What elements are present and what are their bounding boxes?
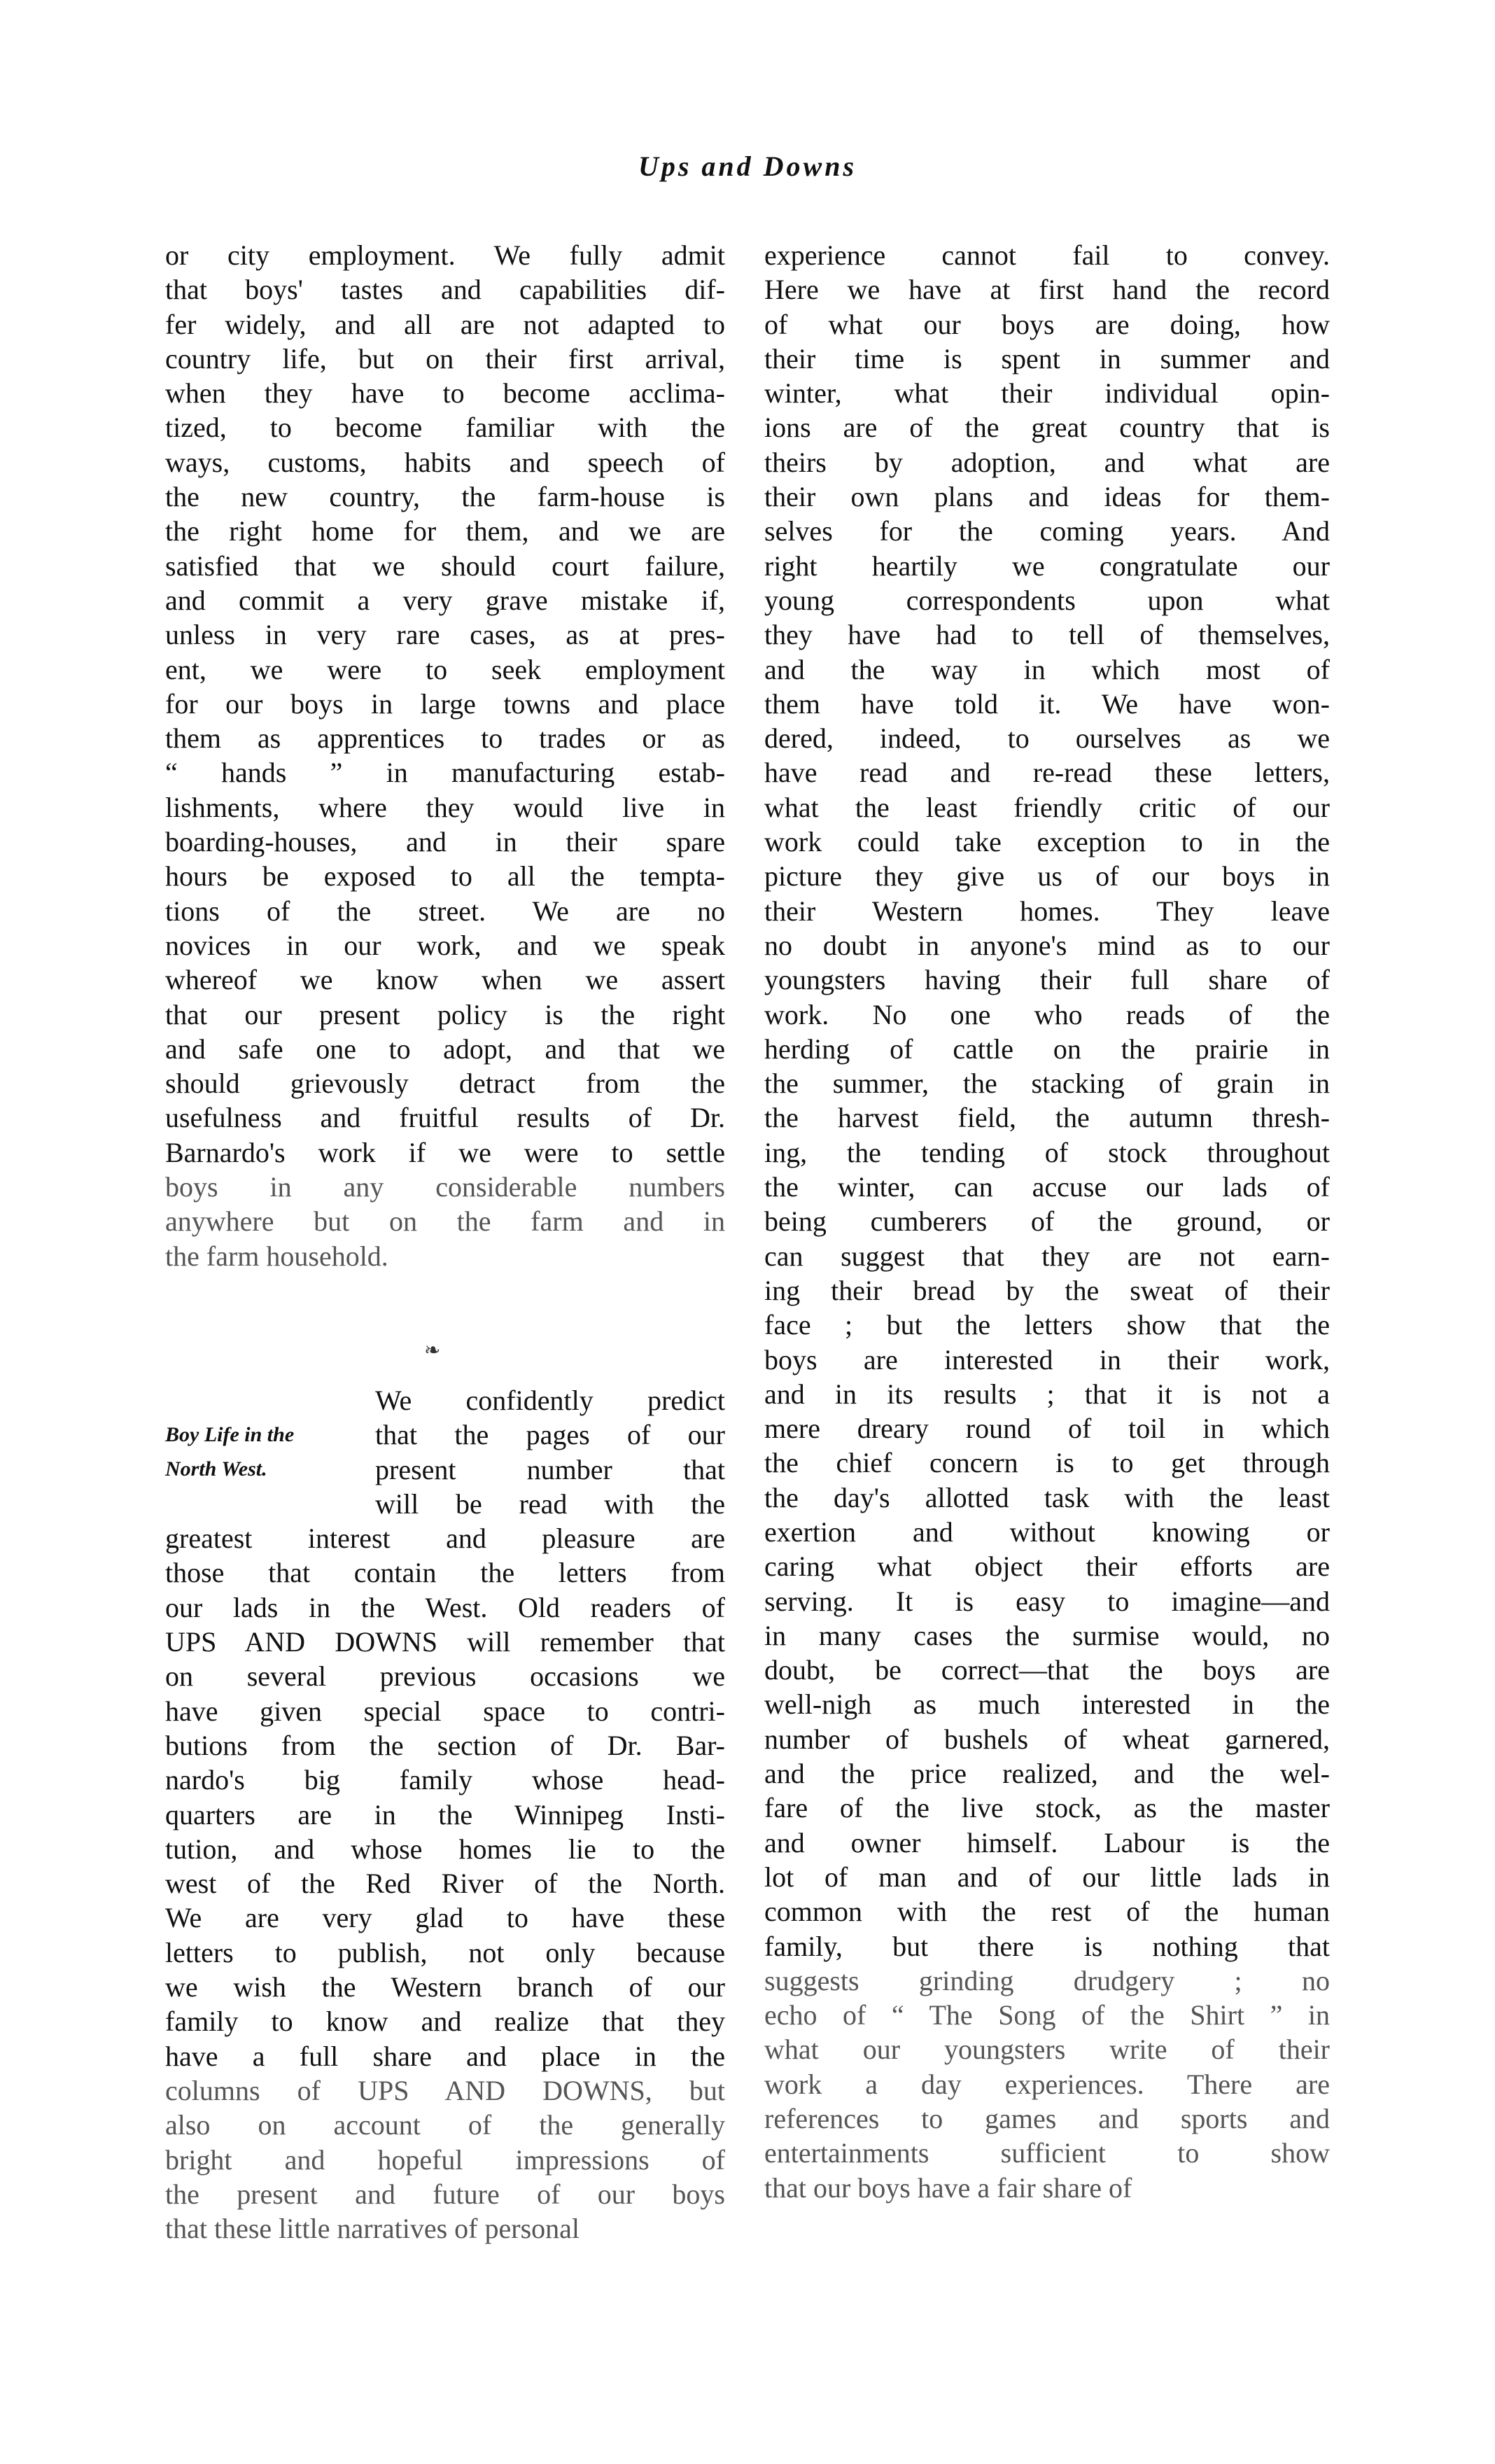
text-line: that boys' tastes and capabilities dif- xyxy=(165,274,725,306)
text-line: the present and future of our boys xyxy=(165,2178,725,2210)
text-line: echo of “ The Song of the Shirt ” in xyxy=(764,1999,1330,2031)
text-line: caring what object their efforts are xyxy=(764,1550,1330,1583)
side-heading-line: Boy Life in the xyxy=(165,1423,295,1446)
text-line: that these little narratives of personal xyxy=(165,2213,580,2245)
text-line: doubt, be correct—that the boys are xyxy=(764,1654,1330,1686)
text-line: picture they give us of our boys in xyxy=(764,860,1330,892)
text-line: work could take exception to in the xyxy=(764,826,1330,858)
text-line: suggests grinding drudgery ; no xyxy=(764,1964,1330,1996)
text-line: usefulness and fruitful results of Dr. xyxy=(165,1102,725,1134)
text-line: nardo's big family whose head- xyxy=(165,1764,725,1796)
text-line: selves for the coming years. And xyxy=(764,515,1330,547)
text-line: also on account of the generally xyxy=(165,2109,725,2141)
text-line: ing, the tending of stock throughout xyxy=(764,1136,1330,1168)
text-line: will be read with the xyxy=(375,1488,725,1520)
text-line: our lads in the West. Old readers of xyxy=(165,1591,725,1623)
text-line: being cumberers of the ground, or xyxy=(764,1205,1330,1238)
text-line: ways, customs, habits and speech of xyxy=(165,446,725,478)
text-line: quarters are in the Winnipeg Insti- xyxy=(165,1798,725,1830)
text-line: lishments, where they would live in xyxy=(165,791,725,823)
text-line: lot of man and of our little lads in xyxy=(764,1861,1330,1893)
section-ornament: ❧ xyxy=(424,1340,441,1362)
text-line: hours be exposed to all the tempta- xyxy=(165,860,725,892)
text-line: mere dreary round of toil in which xyxy=(764,1413,1330,1445)
text-line: right heartily we congratulate our xyxy=(764,550,1330,582)
text-line: ions are of the great country that is xyxy=(764,412,1330,444)
text-line: bright and hopeful impressions of xyxy=(165,2143,725,2176)
text-line: the new country, the farm-house is xyxy=(165,481,725,513)
text-line: family, but there is nothing that xyxy=(764,1930,1330,1962)
text-line: the harvest field, the autumn thresh- xyxy=(764,1102,1330,1134)
text-line: whereof we know when we assert xyxy=(165,964,725,996)
text-line: exertion and without knowing or xyxy=(764,1516,1330,1548)
text-line: experience cannot fail to convey. xyxy=(764,239,1330,271)
text-line: theirs by adoption, and what are xyxy=(764,446,1330,478)
section-body xyxy=(165,1383,725,2246)
text-line: have read and re-read these letters, xyxy=(764,757,1330,789)
text-line: we wish the Western branch of our xyxy=(165,1971,725,2003)
text-line: letters to publish, not only because xyxy=(165,1936,725,1968)
text-line: have given special space to contri- xyxy=(165,1695,725,1727)
text-line: them as apprentices to trades or as xyxy=(165,722,725,755)
text-line: unless in very rare cases, as at pres- xyxy=(165,619,725,651)
text-line: well-nigh as much interested in the xyxy=(764,1688,1330,1721)
text-line: references to games and sports and xyxy=(764,2103,1330,2135)
text-line: fare of the live stock, as the master xyxy=(764,1792,1330,1824)
text-line: Here we have at first hand the record xyxy=(764,274,1330,306)
text-line: what our youngsters write of their xyxy=(764,2033,1330,2066)
text-line: those that contain the letters from xyxy=(165,1557,725,1589)
text-line: and commit a very grave mistake if, xyxy=(165,584,725,616)
text-line: in many cases the surmise would, no xyxy=(764,1619,1330,1651)
text-line: for our boys in large towns and place xyxy=(165,687,725,720)
text-line: they have had to tell of themselves, xyxy=(764,619,1330,651)
text-line: family to know and realize that they xyxy=(165,2005,725,2038)
text-line: can suggest that they are not earn- xyxy=(764,1240,1330,1272)
text-line: when they have to become acclima- xyxy=(165,377,725,410)
text-line: serving. It is easy to imagine—and xyxy=(764,1585,1330,1617)
text-line: and in its results ; that it is not a xyxy=(764,1378,1330,1410)
left-column xyxy=(165,238,725,1273)
text-line: work a day experiences. There are xyxy=(764,2068,1330,2100)
text-line: their Western homes. They leave xyxy=(764,895,1330,927)
text-line: boarding-houses, and in their spare xyxy=(165,826,725,858)
text-line: fer widely, and all are not adapted to xyxy=(165,308,725,340)
text-line: the day's allotted task with the least xyxy=(764,1481,1330,1513)
text-line: that the pages of our xyxy=(375,1419,725,1451)
text-line: tution, and whose homes lie to the xyxy=(165,1833,725,1865)
text-line: common with the rest of the human xyxy=(764,1896,1330,1928)
text-line: what the least friendly critic of our xyxy=(764,791,1330,823)
text-line: the summer, the stacking of grain in xyxy=(764,1068,1330,1100)
text-line: on several previous occasions we xyxy=(165,1660,725,1693)
text-line: columns of UPS AND DOWNS, but xyxy=(165,2074,725,2106)
text-line: herding of cattle on the prairie in xyxy=(764,1032,1330,1065)
text-line: number of bushels of wheat garnered, xyxy=(764,1723,1330,1755)
text-line: We are very glad to have these xyxy=(165,1902,725,1934)
text-line: their time is spent in summer and xyxy=(764,342,1330,374)
text-line: west of the Red River of the North. xyxy=(165,1868,725,1900)
text-line: or city employment. We fully admit xyxy=(165,239,725,271)
indented-block xyxy=(375,1383,725,1521)
section-lines xyxy=(165,1521,725,2246)
text-line: the chief concern is to get through xyxy=(764,1447,1330,1479)
text-line: anywhere but on the farm and in xyxy=(165,1205,725,1238)
text-line: and the price realized, and the wel- xyxy=(764,1758,1330,1790)
text-line: that our present policy is the right xyxy=(165,998,725,1030)
text-line: the farm household. xyxy=(165,1240,388,1272)
text-line: that our boys have a fair share of xyxy=(764,2171,1132,2204)
text-line: no doubt in anyone's mind as to our xyxy=(764,929,1330,961)
text-line: young correspondents upon what xyxy=(764,584,1330,616)
text-line: dered, indeed, to ourselves as we xyxy=(764,722,1330,755)
text-line: work. No one who reads of the xyxy=(764,998,1330,1030)
text-line: boys are interested in their work, xyxy=(764,1343,1330,1376)
text-line: tized, to become familiar with the xyxy=(165,412,725,444)
text-line: UPS AND DOWNS will remember that xyxy=(165,1626,725,1658)
text-line: present number that xyxy=(375,1453,725,1485)
text-line: satisfied that we should court failure, xyxy=(165,550,725,582)
running-header: Ups and Downs xyxy=(638,150,857,182)
text-line: country life, but on their first arrival, xyxy=(165,342,725,374)
text-line: of what our boys are doing, how xyxy=(764,308,1330,340)
text-line: the right home for them, and we are xyxy=(165,515,725,547)
text-line: and the way in which most of xyxy=(764,653,1330,685)
text-line: ent, we were to seek employment xyxy=(165,653,725,685)
text-line: butions from the section of Dr. Bar- xyxy=(165,1729,725,1761)
text-line: “ hands ” in manufacturing estab- xyxy=(165,757,725,789)
text-line: youngsters having their full share of xyxy=(764,964,1330,996)
text-line: boys in any considerable numbers xyxy=(165,1171,725,1203)
text-line: novices in our work, and we speak xyxy=(165,929,725,961)
text-line: their own plans and ideas for them- xyxy=(764,481,1330,513)
side-heading-line: North West. xyxy=(165,1457,267,1481)
text-line: tions of the street. We are no xyxy=(165,895,725,927)
text-line: them have told it. We have won- xyxy=(764,687,1330,720)
text-line: the winter, can accuse our lads of xyxy=(764,1171,1330,1203)
text-line: have a full share and place in the xyxy=(165,2040,725,2072)
text-line: face ; but the letters show that the xyxy=(764,1309,1330,1341)
text-line: winter, what their individual opin- xyxy=(764,377,1330,410)
text-line: and owner himself. Labour is the xyxy=(764,1826,1330,1858)
text-line: ing their bread by the sweat of their xyxy=(764,1274,1330,1306)
text-line: entertainments sufficient to show xyxy=(764,2137,1330,2169)
right-column xyxy=(764,238,1330,2205)
text-line: should grievously detract from the xyxy=(165,1068,725,1100)
text-line: greatest interest and pleasure are xyxy=(165,1522,725,1555)
text-line: We confidently predict xyxy=(375,1385,725,1416)
text-line: Barnardo's work if we were to settle xyxy=(165,1136,725,1168)
text-line: and safe one to adopt, and that we xyxy=(165,1032,725,1065)
